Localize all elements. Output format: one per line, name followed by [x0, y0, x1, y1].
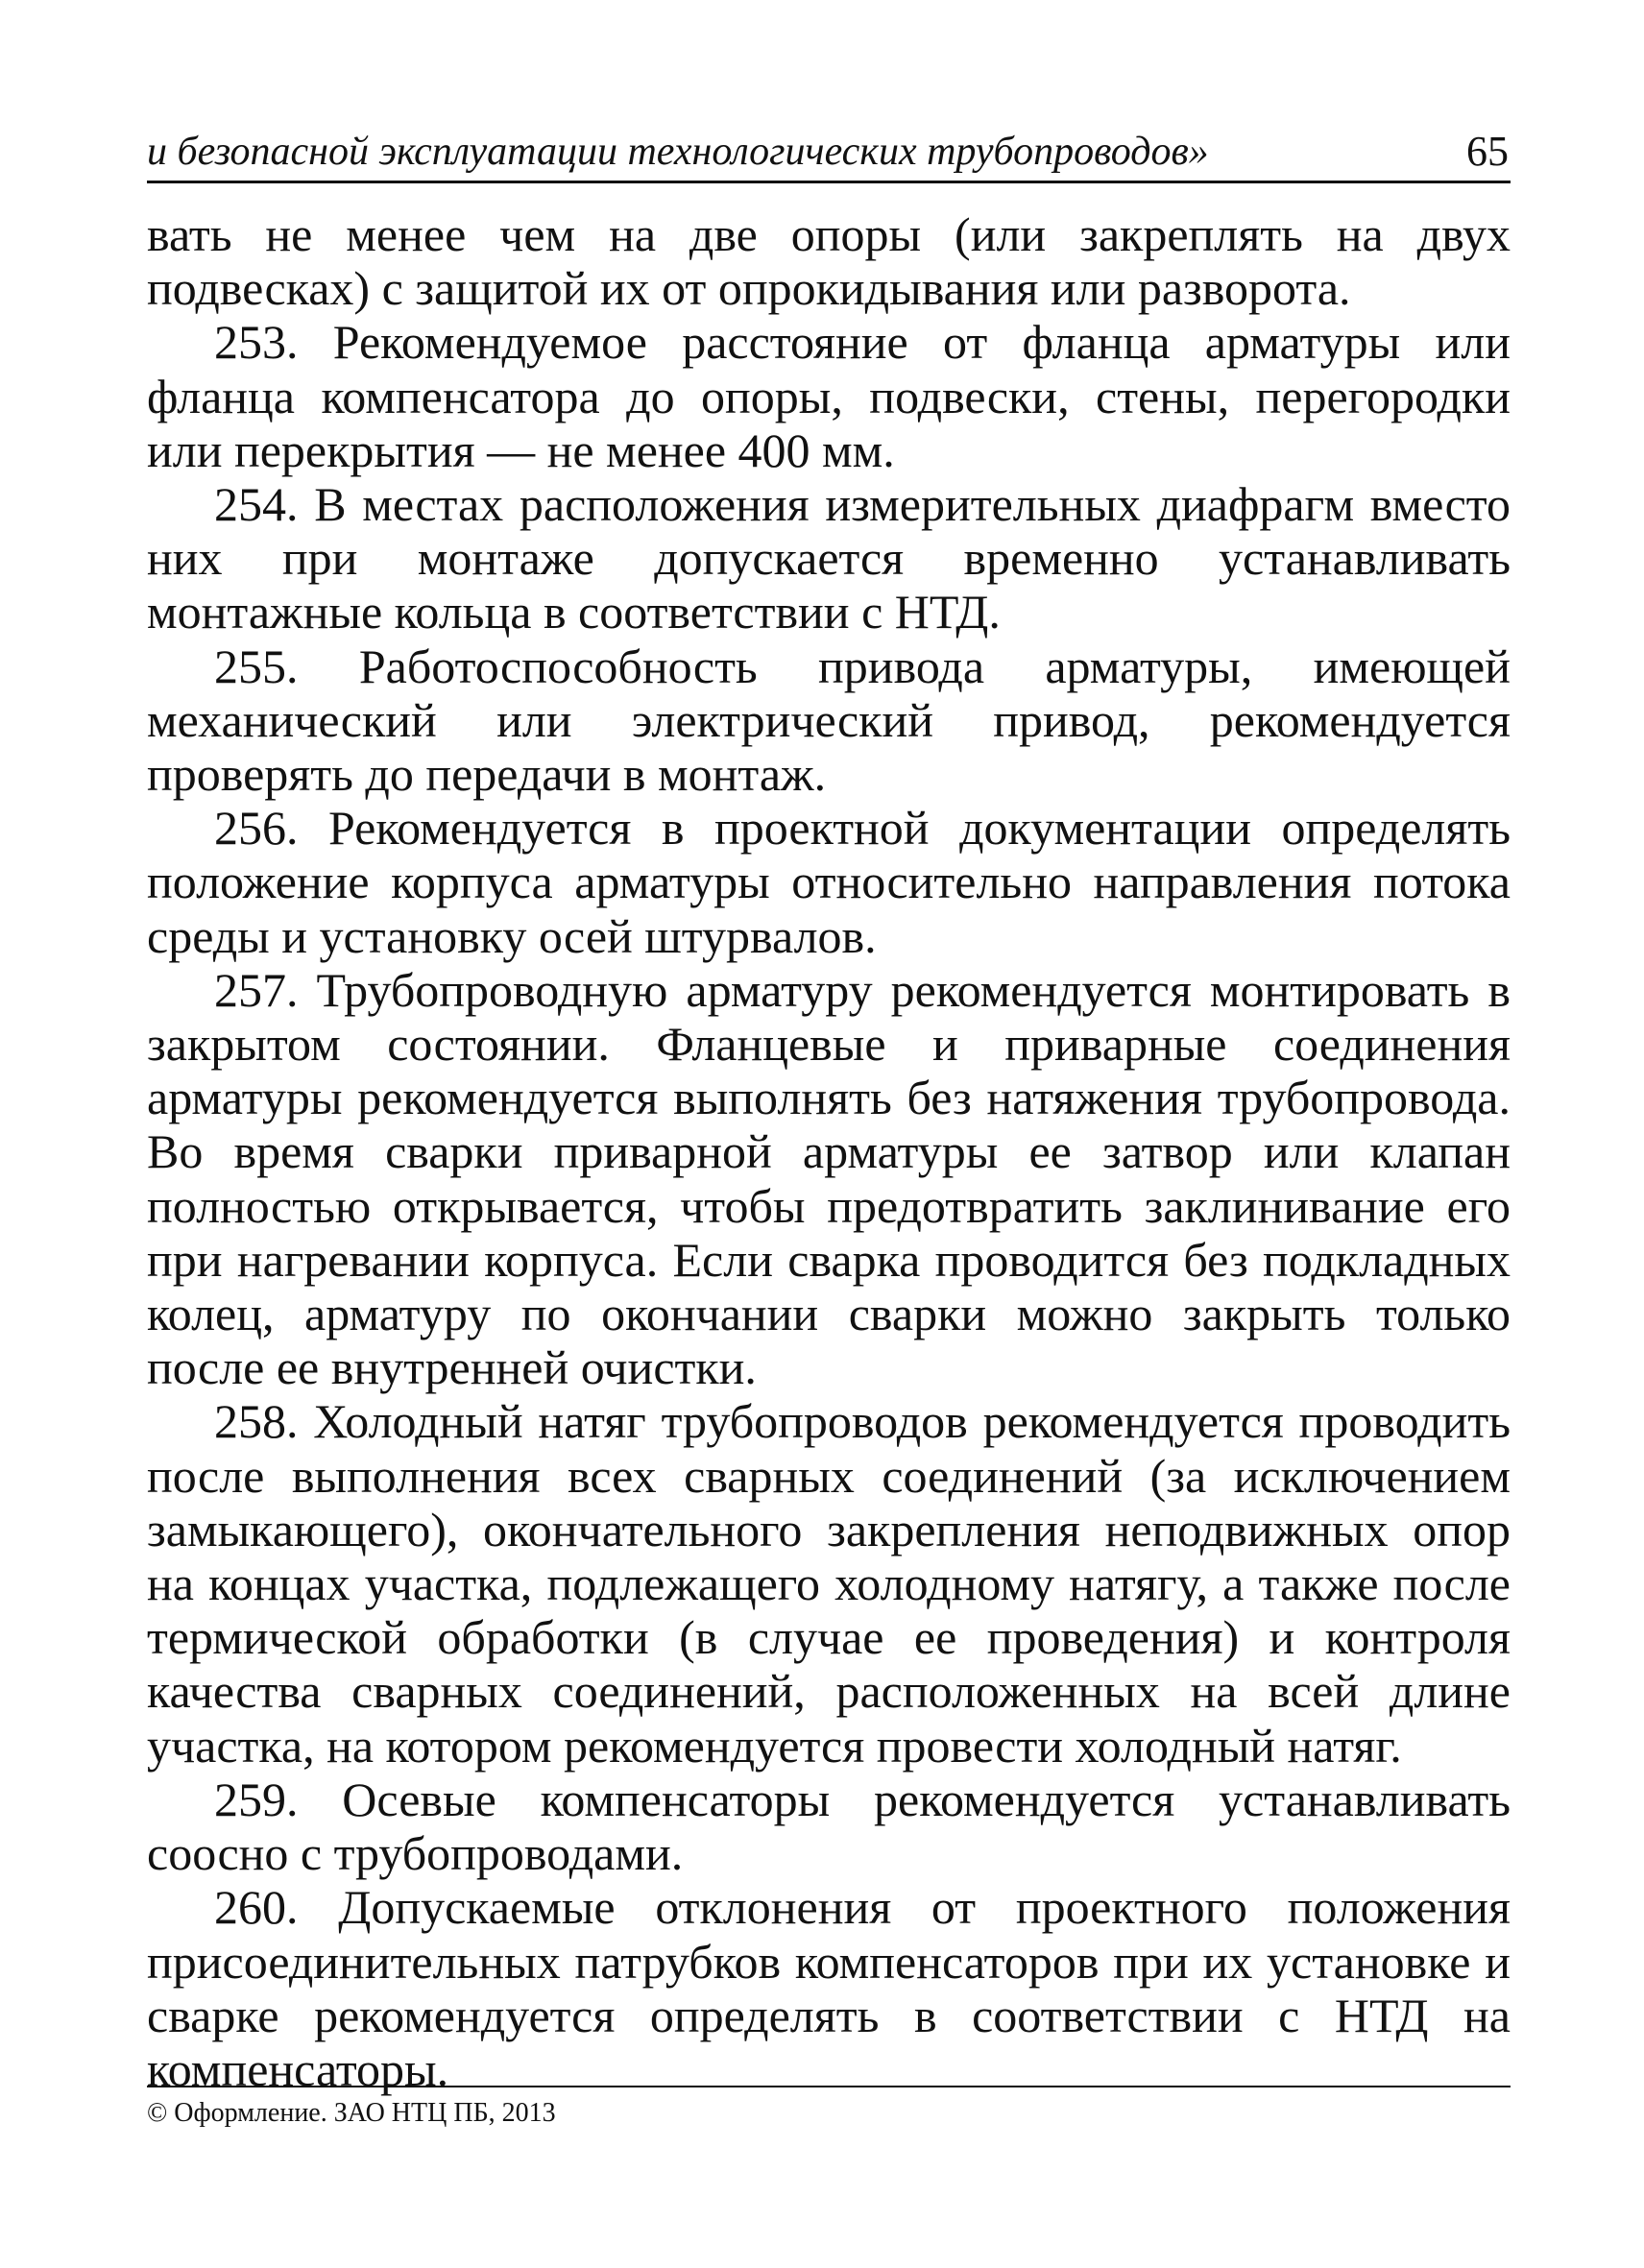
header-title: и безопасной эксплуатации технологических трубопроводов»: [147, 130, 1209, 174]
footer-copyright: © Оформление. ЗАО НТЦ ПБ, 2013: [147, 2098, 556, 2128]
paragraph-260: 260. Допускаемые отклонения от проектного положения присоединительных патрубков компенсаторов при их установке и сварке рекомендуется определять в соответствии с НТД на компенсаторы.: [147, 1880, 1511, 2096]
paragraph-259: 259. Осевые компенсаторы рекомендуется устанавливать соосно с трубопроводами.: [147, 1772, 1511, 1881]
paragraph-continuation: вать не менее чем на две опоры (или закреплять на двух подвесках) с защитой их от опрокидывания или разворота.: [147, 207, 1511, 316]
running-header: [147, 123, 1511, 183]
paragraph-256: 256. Рекомендуется в проектной документации определять положение корпуса арматуры относительно направления потока среды и установку осей штурвалов.: [147, 801, 1511, 963]
paragraph-258: 258. Холодный натяг трубопроводов рекомендуется проводить после выполнения всех сварных соединений (за исключением замыкающего), окончательного закрепления неподвижных опор на концах участка, подлежащего холодному натягу, а также после термической обработки (в случае ее проведения) и контроля качества сварных соединений, расположенных на всей длине участка, на котором рекомендуется провести холодный натяг.: [147, 1394, 1511, 1773]
paragraph-255: 255. Работоспособность привода арматуры, имеющей механический или электрический привод, рекомендуется проверять до передачи в монтаж.: [147, 639, 1511, 802]
body-text: [147, 207, 1511, 2096]
paragraph-257: 257. Трубопроводную арматуру рекомендуется монтировать в закрытом состоянии. Фланцевые и приварные соединения арматуры рекомендуется выполнять без натяжения трубопровода. Во время сварки приварной арматуры ее затвор или клапан полностью открывается, чтобы предотвратить заклинивание его при нагревании корпуса. Если сварка проводится без подкладных колец, арматуру по окончании сварки можно закрыть только после ее внутренней очистки.: [147, 962, 1511, 1395]
paragraph-254: 254. В местах расположения измерительных диафрагм вместо них при монтаже допускается временно устанавливать монтажные кольца в соответствии с НТД.: [147, 477, 1511, 639]
paragraph-253: 253. Рекомендуемое расстояние от фланца арматуры или фланца компенсатора до опоры, подвески, стены, перегородки или перекрытия — не менее 400 мм.: [147, 315, 1511, 477]
footer-divider: [147, 2086, 1511, 2087]
page-number: 65: [1466, 128, 1509, 175]
